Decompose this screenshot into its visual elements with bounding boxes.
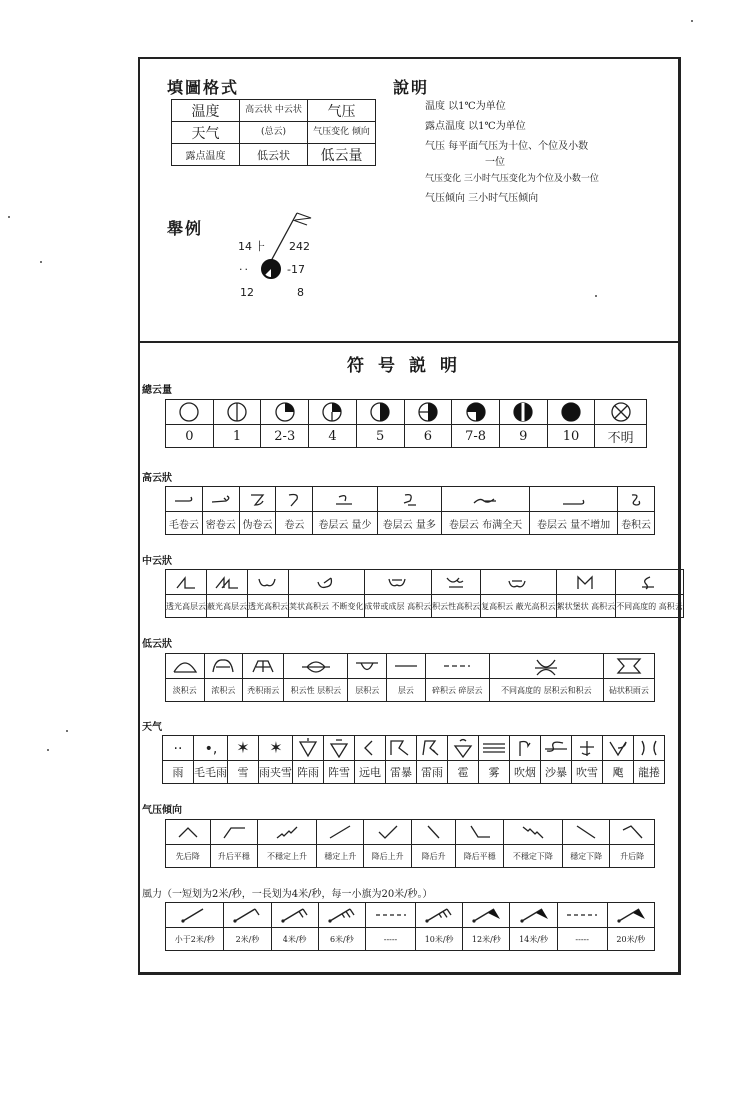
false-cirrus-icon bbox=[239, 487, 276, 512]
cirrostratus-increasing-icon bbox=[313, 487, 377, 512]
label-row bbox=[166, 679, 655, 702]
tornado-icon bbox=[603, 736, 634, 761]
cumulus-fair-icon bbox=[166, 654, 205, 679]
symbol-label: 6米/秒 bbox=[318, 928, 365, 951]
example-weather: ·· bbox=[239, 263, 250, 276]
altocumulus-double-icon bbox=[481, 570, 557, 595]
label-row bbox=[166, 425, 647, 448]
symbol-row bbox=[166, 820, 655, 845]
symbol-label: 沙暴 bbox=[541, 761, 572, 784]
symbol-label: 14米/秒 bbox=[510, 928, 557, 951]
section-title-wind: 風力（一短划为2米/秒，一長划为4米/秒，每一小旗为20米/秒。） bbox=[142, 889, 433, 900]
waterspout-icon bbox=[634, 736, 665, 761]
snow-shower-icon bbox=[324, 736, 355, 761]
symbol-label: 淡积云 bbox=[166, 679, 205, 702]
cirrus-icon bbox=[166, 487, 203, 512]
altocumulus-lenticular-icon bbox=[289, 570, 365, 595]
cover-7-8-icon bbox=[452, 400, 500, 425]
symbol-label: 卷层云 量多 bbox=[377, 512, 441, 535]
altostratus-thin-icon bbox=[166, 570, 207, 595]
format-cell: 高云状 中云状 bbox=[240, 100, 308, 122]
section-title-high-cloud: 高云狀 bbox=[142, 473, 172, 484]
altocumulus-from-cu-icon bbox=[432, 570, 481, 595]
table-low-cloud bbox=[165, 653, 655, 702]
format-cell: 温度 bbox=[172, 100, 240, 122]
symbol-label: 0 bbox=[166, 425, 214, 448]
symbol-label: 雷雨 bbox=[417, 761, 448, 784]
altocumulus-castellanus-icon bbox=[556, 570, 616, 595]
cumulonimbus-incus-icon bbox=[603, 654, 654, 679]
altocumulus-thin-icon bbox=[248, 570, 289, 595]
drizzle-icon bbox=[194, 736, 228, 761]
symbol-label: 先后降 bbox=[166, 845, 211, 868]
station-plot-example bbox=[235, 209, 355, 299]
cover-6-icon bbox=[404, 400, 452, 425]
note-line: 一位 bbox=[485, 157, 505, 168]
table-pressure-tendency bbox=[165, 819, 655, 868]
symbol-row bbox=[166, 570, 684, 595]
symbol-label: 2米/秒 bbox=[224, 928, 271, 951]
stratocumulus-from-cu-icon bbox=[284, 654, 348, 679]
symbol-row bbox=[163, 736, 665, 761]
example-high-cloud: ⺊ bbox=[255, 240, 266, 253]
symbol-label: 絮状堡状 高积云 bbox=[556, 595, 616, 618]
symbol-label: 10米/秒 bbox=[416, 928, 463, 951]
symbol-label: 20米/秒 bbox=[607, 928, 654, 951]
symbol-label: 透光高积云 bbox=[248, 595, 289, 618]
tend-rise-fall-again-icon bbox=[610, 820, 655, 845]
symbol-label: 4 bbox=[309, 425, 357, 448]
label-row bbox=[166, 512, 655, 535]
symbol-label: 伪卷云 bbox=[239, 512, 276, 535]
symbol-label: 7-8 bbox=[452, 425, 500, 448]
cirrostratus-few-icon bbox=[377, 487, 441, 512]
symbol-row bbox=[166, 487, 655, 512]
note-line: 气压倾向 三小时气压倾向 bbox=[425, 193, 539, 204]
symbol-label: 吹雪 bbox=[572, 761, 603, 784]
tend-fall-then-steady-icon bbox=[456, 820, 503, 845]
cover-4-icon bbox=[309, 400, 357, 425]
dense-cirrus-icon bbox=[202, 487, 239, 512]
symbol-label: 荚状高积云 不断变化 bbox=[289, 595, 365, 618]
symbol-label: 密卷云 bbox=[202, 512, 239, 535]
symbol-label: 蔽光高层云 bbox=[207, 595, 248, 618]
section-title-middle-cloud: 中云狀 bbox=[142, 556, 172, 567]
symbol-label: 升后平穩 bbox=[210, 845, 257, 868]
speck bbox=[47, 749, 49, 751]
wind-20-icon bbox=[607, 903, 654, 928]
symbol-label: 碎积云 碎层云 bbox=[425, 679, 489, 702]
format-cell: 气压 bbox=[308, 100, 376, 122]
symbol-label: 复高积云 蔽光高积云 bbox=[481, 595, 557, 618]
cover-1-icon bbox=[213, 400, 261, 425]
blowing-snow-icon bbox=[572, 736, 603, 761]
label-row bbox=[166, 928, 655, 951]
label-row bbox=[166, 595, 684, 618]
altocumulus-chaotic-icon bbox=[616, 570, 684, 595]
symbols-title: 符号説明 bbox=[347, 356, 471, 376]
symbol-label: 不明 bbox=[595, 425, 647, 448]
note-line: 露点温度 以1℃为单位 bbox=[425, 121, 526, 132]
symbol-row bbox=[166, 400, 647, 425]
symbol-label: 层积云 bbox=[348, 679, 387, 702]
symbol-row bbox=[166, 903, 655, 928]
svg-text:··: ·· bbox=[173, 741, 183, 757]
symbol-label: 阵雨 bbox=[293, 761, 324, 784]
symbol-label: 降后平穩 bbox=[456, 845, 503, 868]
symbol-label: 9 bbox=[499, 425, 547, 448]
format-cell: 低云状 bbox=[240, 144, 308, 166]
symbol-label: 积云性 层积云 bbox=[284, 679, 348, 702]
format-cell: 露点温度 bbox=[172, 144, 240, 166]
svg-text:✶: ✶ bbox=[268, 738, 283, 757]
wind-6-icon bbox=[318, 903, 365, 928]
symbol-label: 毛卷云 bbox=[166, 512, 203, 535]
fractostratus-icon bbox=[425, 654, 489, 679]
symbol-label: 秃积雨云 bbox=[243, 679, 284, 702]
symbol-label: 积云性高积云 bbox=[432, 595, 481, 618]
format-title: 填圖格式 bbox=[167, 78, 240, 97]
tend-unsteady-fall-icon bbox=[503, 820, 562, 845]
tend-steady-fall-icon bbox=[562, 820, 609, 845]
speck bbox=[66, 730, 68, 732]
symbol-label: 10 bbox=[547, 425, 595, 448]
format-cell: 天气 bbox=[172, 122, 240, 144]
symbol-label: 降后升 bbox=[411, 845, 456, 868]
symbol-label: 卷层云 量少 bbox=[313, 512, 377, 535]
wind-calm-icon bbox=[166, 903, 224, 928]
symbol-label: ----- bbox=[557, 928, 607, 951]
symbol-label: 吹烟 bbox=[510, 761, 541, 784]
speck bbox=[595, 295, 597, 297]
symbol-label: 雹 bbox=[448, 761, 479, 784]
sandstorm-icon bbox=[541, 736, 572, 761]
snow-icon bbox=[228, 736, 259, 761]
thundershower-icon bbox=[417, 736, 448, 761]
table-weather bbox=[162, 735, 665, 784]
symbol-label: 雨夹雪 bbox=[259, 761, 293, 784]
symbol-label: 卷云 bbox=[276, 512, 313, 535]
symbol-label: 12米/秒 bbox=[463, 928, 510, 951]
tend-steady-rise-icon bbox=[316, 820, 363, 845]
symbol-label: 不同高度的 高积云 bbox=[616, 595, 684, 618]
symbol-row bbox=[166, 654, 655, 679]
format-cell: 低云量 bbox=[308, 144, 376, 166]
symbol-label: 卷层云 布满全天 bbox=[441, 512, 529, 535]
example-temp: 14 bbox=[238, 240, 252, 253]
cover-obscured-icon bbox=[595, 400, 647, 425]
symbol-legend-card bbox=[138, 57, 681, 975]
example-low-cloud-amount: 8 bbox=[297, 286, 304, 299]
symbol-label: 升后降 bbox=[610, 845, 655, 868]
symbol-label: 透光高层云 bbox=[166, 595, 207, 618]
speck bbox=[40, 261, 42, 263]
hook-cirrus-icon bbox=[276, 487, 313, 512]
cumulus-towering-icon bbox=[204, 654, 243, 679]
symbol-label: 砧状积雨云 bbox=[603, 679, 654, 702]
stratus-icon bbox=[387, 654, 426, 679]
symbol-label: 6 bbox=[404, 425, 452, 448]
symbol-label: 雷暴 bbox=[386, 761, 417, 784]
symbol-label: 成带或成层 高积云 bbox=[364, 595, 432, 618]
example-pressure: 242 bbox=[289, 240, 310, 253]
tend-rise-fall-icon bbox=[166, 820, 211, 845]
smoke-icon bbox=[510, 736, 541, 761]
thunderstorm-icon bbox=[386, 736, 417, 761]
symbol-label: 穩定上升 bbox=[316, 845, 363, 868]
plot-format-table bbox=[171, 99, 376, 166]
tend-unsteady-rise-icon bbox=[258, 820, 317, 845]
cover-10-icon bbox=[547, 400, 595, 425]
symbol-label: 远电 bbox=[355, 761, 386, 784]
notes-list bbox=[425, 97, 675, 209]
tend-fall-steady-icon bbox=[411, 820, 456, 845]
section-title-total-cloud: 總云量 bbox=[142, 385, 172, 396]
symbol-label: ----- bbox=[365, 928, 415, 951]
format-cell: 气压变化 倾向 bbox=[308, 122, 376, 144]
tend-fall-rise-icon bbox=[364, 820, 411, 845]
section-title-low-cloud: 低云狀 bbox=[142, 639, 172, 650]
symbol-label: 2-3 bbox=[261, 425, 309, 448]
example-tendency: -17 bbox=[287, 263, 305, 276]
tend-rise-steady-icon bbox=[210, 820, 257, 845]
note-line: 气压变化 三小时气压变化为个位及小数一位 bbox=[425, 174, 599, 184]
symbol-label: 雾 bbox=[479, 761, 510, 784]
section-title-tendency: 气压傾向 bbox=[142, 805, 182, 816]
table-middle-cloud bbox=[165, 569, 684, 618]
fog-icon bbox=[479, 736, 510, 761]
wind-14-icon bbox=[510, 903, 557, 928]
example-dew-point: 12 bbox=[240, 286, 254, 299]
altostratus-thick-icon bbox=[207, 570, 248, 595]
note-line: 温度 以1℃为单位 bbox=[425, 101, 506, 112]
symbol-label: 雨 bbox=[163, 761, 194, 784]
format-cell: (总云) bbox=[240, 122, 308, 144]
symbol-label: 1 bbox=[213, 425, 261, 448]
lightning-icon bbox=[355, 736, 386, 761]
svg-text:•,: •, bbox=[204, 741, 217, 757]
svg-text:✶: ✶ bbox=[236, 738, 250, 757]
speck bbox=[691, 20, 693, 22]
symbol-label: 降后上升 bbox=[364, 845, 411, 868]
symbol-label: 阵雪 bbox=[324, 761, 355, 784]
wind-4-icon bbox=[271, 903, 318, 928]
symbol-label: 卷层云 量不增加 bbox=[530, 512, 618, 535]
altocumulus-bands-icon bbox=[364, 570, 432, 595]
cirrostratus-full-icon bbox=[441, 487, 529, 512]
cirrostratus-partial-icon bbox=[530, 487, 618, 512]
table-high-cloud bbox=[165, 486, 655, 535]
wind-10-icon bbox=[416, 903, 463, 928]
stratocumulus-icon bbox=[348, 654, 387, 679]
cover-9-icon bbox=[499, 400, 547, 425]
symbol-label: 穩定下降 bbox=[562, 845, 609, 868]
speck bbox=[8, 216, 10, 218]
cumulonimbus-bald-icon bbox=[243, 654, 284, 679]
symbol-label: 毛毛雨 bbox=[194, 761, 228, 784]
cirrocumulus-icon bbox=[618, 487, 655, 512]
symbol-label: 4米/秒 bbox=[271, 928, 318, 951]
symbol-label: 不穩定上升 bbox=[258, 845, 317, 868]
symbol-label: 不穩定下降 bbox=[503, 845, 562, 868]
symbol-label: 层云 bbox=[387, 679, 426, 702]
symbol-label: 浓积云 bbox=[204, 679, 243, 702]
cover-0-icon bbox=[166, 400, 214, 425]
symbol-label: 5 bbox=[356, 425, 404, 448]
cu-and-sc-icon bbox=[489, 654, 603, 679]
section-title-weather: 天气 bbox=[142, 722, 162, 733]
wind-12-icon bbox=[463, 903, 510, 928]
rain-icon bbox=[163, 736, 194, 761]
symbol-label: 小于2米/秒 bbox=[166, 928, 224, 951]
hail-icon bbox=[448, 736, 479, 761]
wind-dash2-icon bbox=[557, 903, 607, 928]
note-line: 气压 每平面气压为十位、个位及小数 bbox=[425, 141, 589, 152]
symbol-label: 不同高度的 层积云和积云 bbox=[489, 679, 603, 702]
rain-shower-icon bbox=[293, 736, 324, 761]
table-wind-force bbox=[165, 902, 655, 951]
symbol-label: 飑 bbox=[603, 761, 634, 784]
cover-5-icon bbox=[356, 400, 404, 425]
wind-2-icon bbox=[224, 903, 271, 928]
rain-and-snow-icon bbox=[259, 736, 293, 761]
label-row bbox=[166, 845, 655, 868]
example-title: 舉例 bbox=[167, 219, 204, 238]
symbol-label: 卷积云 bbox=[618, 512, 655, 535]
notes-title: 說明 bbox=[393, 78, 430, 97]
symbol-label: 龍捲 bbox=[634, 761, 665, 784]
symbol-label: 雪 bbox=[228, 761, 259, 784]
wind-dash-icon bbox=[365, 903, 415, 928]
label-row bbox=[163, 761, 665, 784]
format-panel bbox=[140, 59, 678, 343]
cover-2-3-icon bbox=[261, 400, 309, 425]
table-total-cloud bbox=[165, 399, 647, 448]
